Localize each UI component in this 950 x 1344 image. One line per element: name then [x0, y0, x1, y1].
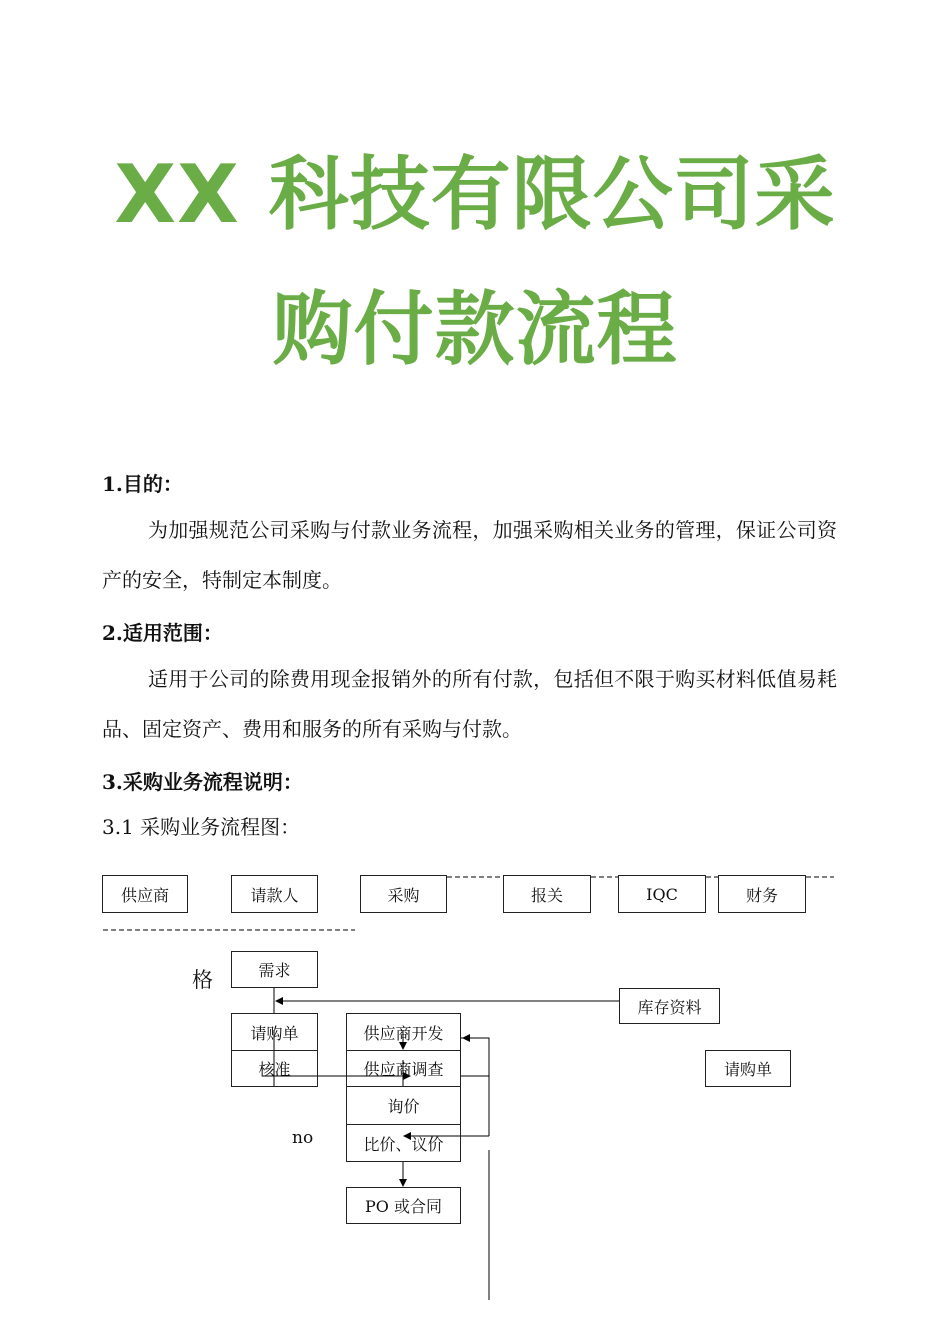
lane-finance: 财务	[718, 875, 806, 913]
node-demand: 需求	[231, 951, 318, 988]
doc-title-line2: 购付款流程	[272, 283, 678, 376]
scope-heading: 2.适用范围：	[102, 621, 223, 645]
lane-requester: 请款人	[231, 875, 318, 913]
purpose-text: 为加强规范公司采购与付款业务流程，加强采购相关业务的管理，保证公司资产的安全，特制定本制度。	[102, 518, 837, 592]
purpose-heading: 1.目的：	[102, 472, 183, 496]
scope-text: 适用于公司的除费用现金报销外的所有付款，包括但不限于购买材料低值易耗品、固定资产、费用和服务的所有采购与付款。	[102, 667, 837, 741]
loop-top	[461, 1038, 489, 1136]
node-supplier-survey: 供应商调查	[346, 1050, 461, 1087]
doc-title-line1: XX 科技有限公司采	[114, 148, 836, 241]
label-ge: 格	[192, 968, 213, 992]
node-supplier-dev: 供应商开发	[346, 1013, 461, 1051]
flow-caption: 3.1 采购业务流程图：	[102, 815, 301, 839]
node-approve: 核准	[231, 1050, 318, 1087]
lane-iqc: IQC	[618, 875, 706, 913]
node-compare: 比价、议价	[346, 1124, 461, 1162]
lane-customs: 报关	[503, 875, 591, 913]
node-inquiry: 询价	[346, 1086, 461, 1125]
node-pr-form: 请购单	[231, 1013, 318, 1051]
label-no: no	[292, 1128, 314, 1148]
node-po: PO 或合同	[346, 1187, 461, 1224]
lane-supplier: 供应商	[102, 875, 188, 913]
lane-purchasing: 采购	[360, 875, 447, 913]
node-inventory: 库存资料	[619, 988, 720, 1024]
process-heading: 3.采购业务流程说明：	[102, 770, 303, 794]
node-pr-form-finance: 请购单	[705, 1050, 791, 1087]
